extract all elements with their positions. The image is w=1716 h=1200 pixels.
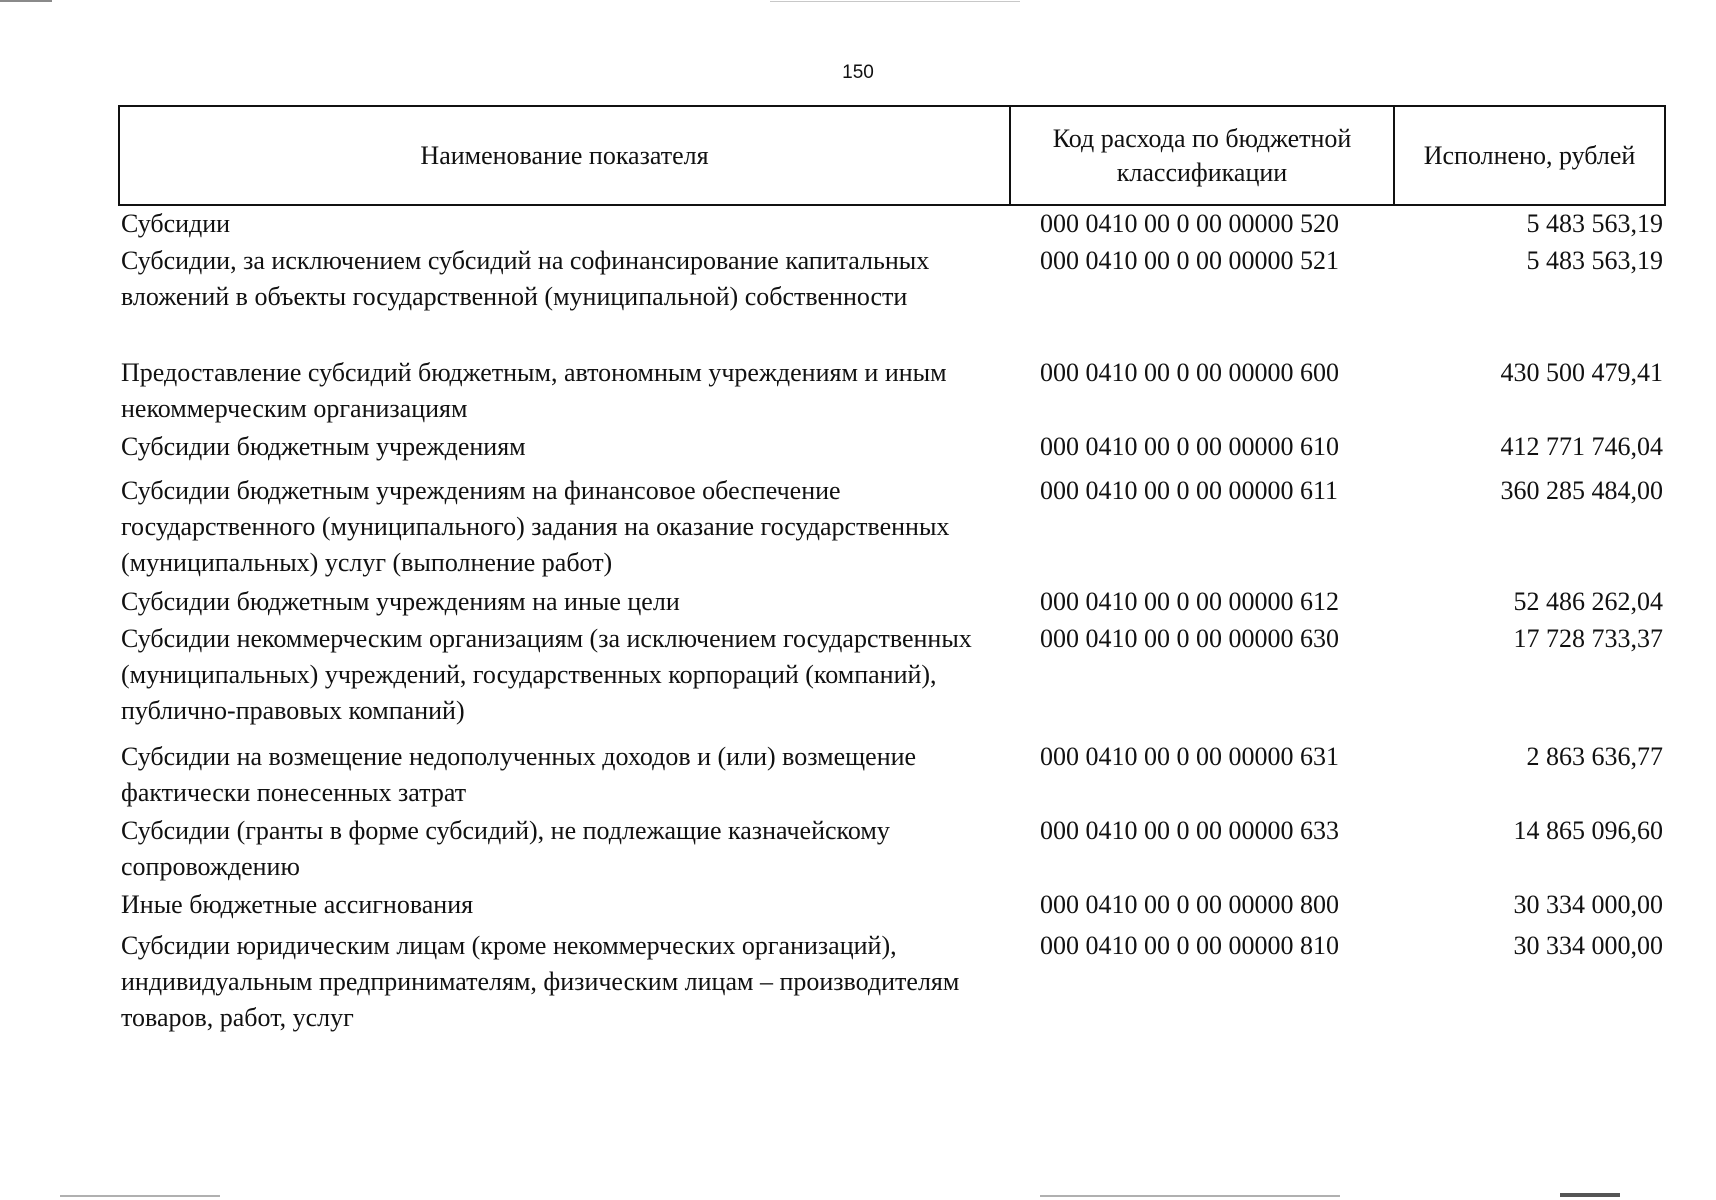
row-name: Субсидии бюджетным учреждениям на финансовое обеспечение государственного (муниципального) задания на оказание государственных (муниципальных) услуг (выполнение работ)	[121, 476, 950, 577]
row-name: Предоставление субсидий бюджетным, автономным учреждениям и иным некоммерческим организациям	[121, 358, 947, 423]
row-amount: 5 483 563,19	[1526, 209, 1663, 238]
header-name: Наименование показателя	[120, 107, 1011, 204]
row-name: Субсидии, за исключением субсидий на софинансирование капитальных вложений в объекты государственной (муниципальной) собственности	[121, 246, 930, 311]
row-name: Субсидии (гранты в форме субсидий), не подлежащие казначейскому сопровождению	[121, 816, 890, 881]
page-number: 150	[842, 62, 874, 83]
row-code: 000 0410 00 0 00 00000 611	[1040, 476, 1339, 505]
row-code: 000 0410 00 0 00 00000 630	[1040, 624, 1339, 653]
row-amount: 360 285 484,00	[1500, 476, 1663, 505]
row-code: 000 0410 00 0 00 00000 610	[1040, 432, 1339, 461]
scan-artifact	[1040, 1195, 1340, 1197]
row-amount: 430 500 479,41	[1500, 358, 1663, 387]
row-code: 000 0410 00 0 00 00000 600	[1040, 358, 1339, 387]
row-amount: 30 334 000,00	[1513, 931, 1663, 960]
row-code: 000 0410 00 0 00 00000 633	[1040, 816, 1339, 845]
row-amount: 14 865 096,60	[1513, 816, 1663, 845]
row-amount: 30 334 000,00	[1513, 890, 1663, 919]
row-code: 000 0410 00 0 00 00000 612	[1040, 587, 1339, 616]
top-scan-rule-center	[770, 1, 1020, 2]
row-name: Иные бюджетные ассигнования	[121, 890, 474, 919]
row-amount: 2 863 636,77	[1526, 742, 1663, 771]
row-code: 000 0410 00 0 00 00000 520	[1040, 209, 1339, 238]
row-name: Субсидии некоммерческим организациям (за исключением государственных (муниципальных) учреждений, государственных корпораций (компаний), публично-правовых компаний)	[121, 624, 972, 725]
row-code: 000 0410 00 0 00 00000 810	[1040, 931, 1339, 960]
header-amount: Исполнено, рублей	[1423, 140, 1636, 170]
scan-artifact	[1560, 1193, 1620, 1197]
row-name: Субсидии юридическим лицам (кроме некоммерческих организаций), индивидуальным предпринимателям, физическим лицам – производителям товаров, работ, услуг	[121, 931, 960, 1032]
row-code: 000 0410 00 0 00 00000 521	[1040, 246, 1339, 275]
row-name: Субсидии бюджетным учреждениям	[121, 432, 526, 461]
row-amount: 17 728 733,37	[1513, 624, 1663, 653]
row-amount: 52 486 262,04	[1513, 587, 1663, 616]
row-name: Субсидии	[121, 209, 231, 238]
row-code: 000 0410 00 0 00 00000 631	[1040, 742, 1339, 771]
row-amount: 412 771 746,04	[1500, 432, 1663, 461]
row-name: Субсидии бюджетным учреждениям на иные цели	[121, 587, 680, 616]
header-code: Код расхода по бюджетной классификации	[1011, 107, 1395, 204]
top-scan-rule	[0, 0, 52, 2]
row-amount: 5 483 563,19	[1526, 246, 1663, 275]
table-header	[118, 105, 1666, 206]
scan-artifact	[60, 1195, 220, 1197]
row-name: Субсидии на возмещение недополученных доходов и (или) возмещение фактически понесенных затрат	[121, 742, 917, 807]
row-code: 000 0410 00 0 00 00000 800	[1040, 890, 1339, 919]
